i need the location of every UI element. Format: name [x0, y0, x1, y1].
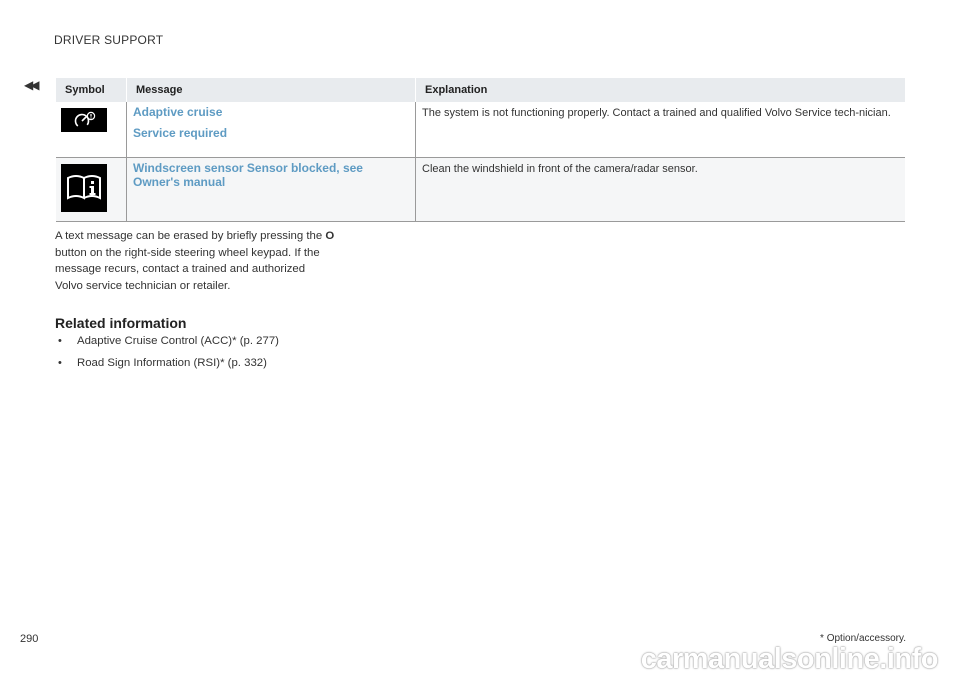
message-cell	[127, 102, 416, 158]
owners-manual-info-icon	[61, 164, 107, 212]
body-paragraph	[55, 228, 335, 294]
symbol-cell	[56, 102, 127, 158]
symbol-cell	[56, 158, 127, 222]
column-header-message: Message	[127, 78, 416, 102]
body-text-before: A text message can be erased by briefly pressing the	[55, 230, 326, 242]
table-row	[56, 102, 905, 158]
watermark: carmanualsonline.info	[640, 643, 938, 675]
message-cell	[127, 158, 416, 222]
explanation-cell: Clean the windshield in front of the camera/radar sensor.	[416, 158, 906, 222]
table-header-row	[56, 78, 905, 102]
body-text-after: button on the right-side steering wheel keypad. If the message recurs, contact a trained and authorized Volvo service technician or retailer.	[55, 246, 320, 292]
explanation-cell: The system is not functioning properly. Contact a trained and qualified Volvo Service tech-nician.	[416, 102, 906, 158]
message-line: Service required	[133, 126, 228, 140]
column-header-explanation: Explanation	[416, 78, 906, 102]
related-information-list	[55, 334, 279, 378]
related-link-label[interactable]: Adaptive Cruise Control (ACC)* (p. 277)	[77, 335, 279, 347]
adaptive-cruise-warning-icon	[61, 108, 107, 132]
related-link[interactable]	[55, 334, 279, 356]
page-number: 290	[20, 633, 39, 645]
bullet-icon: •	[58, 335, 62, 347]
footnote: * Option/accessory.	[820, 633, 906, 644]
related-information-heading: Related information	[55, 315, 187, 331]
message-line: Adaptive cruise	[133, 105, 223, 119]
section-title: DRIVER SUPPORT	[54, 33, 164, 47]
table-row	[56, 158, 905, 222]
steering-button-name: O	[325, 230, 335, 242]
related-link-label[interactable]: Road Sign Information (RSI)* (p. 332)	[77, 357, 267, 369]
message-line: Owner's manual	[133, 175, 226, 189]
message-line: Windscreen sensor Sensor blocked, see	[133, 161, 363, 175]
related-link[interactable]	[55, 356, 279, 378]
double-chevron-left-icon[interactable]: ◀◀	[24, 78, 37, 92]
message-table	[56, 78, 905, 222]
bullet-icon: •	[58, 357, 62, 369]
column-header-symbol: Symbol	[56, 78, 127, 102]
